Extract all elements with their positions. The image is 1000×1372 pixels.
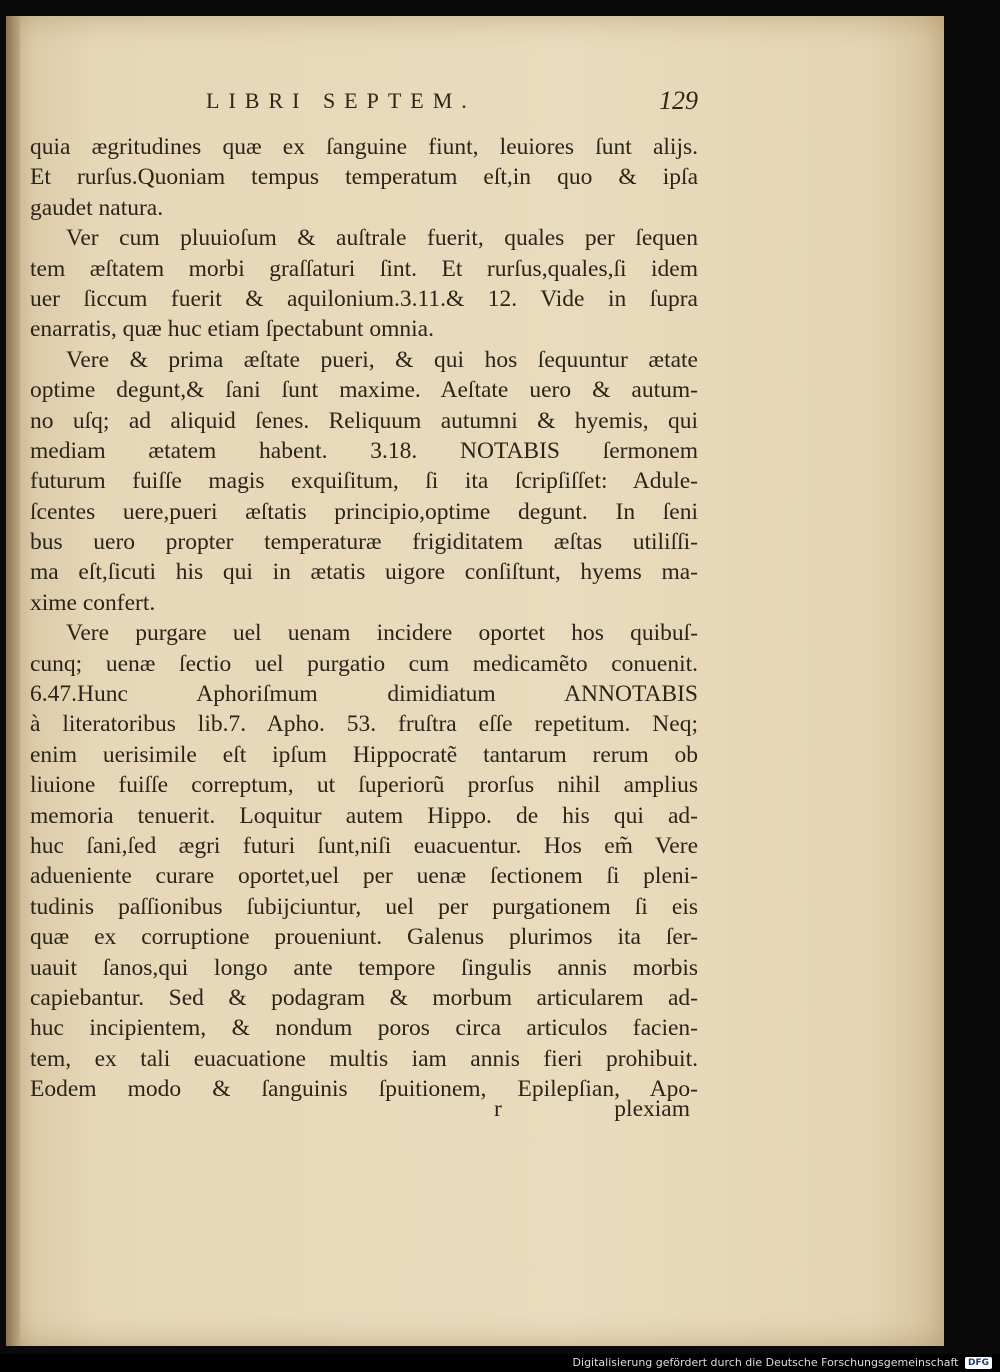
text-line: liuione fuiſſe correptum, ut ſuperiorũ prorſus nihil amplius [30, 772, 698, 799]
text-line: uauit ſanos,qui longo ante tempore ſingulis annis morbis [30, 954, 698, 981]
page-gutter [6, 16, 20, 1346]
text-line: bus uero propter temperaturæ frigiditatem æſtas utiliſſi- [30, 529, 698, 556]
dfg-logo: DFG [965, 1357, 992, 1369]
text-line: Vere & prima æſtate pueri, & qui hos ſequuntur ætate [66, 346, 698, 373]
footer-credit: Digitalisierung gefördert durch die Deutsche Forschungsgemeinschaft [572, 1356, 959, 1369]
text-line: à literatoribus lib.7. Apho. 53. fruſtra eſſe repetitum. Neq; [30, 711, 698, 738]
text-line: tudinis paſſionibus ſubijciuntur, uel per purgationem ſi eis [30, 893, 698, 920]
text-line: huc incipientem, & nondum poros circa articulos facien- [30, 1015, 698, 1042]
text-line: uer ſiccum fuerit & aquilonium.3.11.& 12. Vide in ſupra [30, 285, 698, 312]
digitization-footer [0, 1354, 1000, 1372]
running-head [206, 88, 694, 114]
catchword: plexiam [614, 1096, 690, 1122]
text-line: mediam ætatem habent. 3.18. NOTABIS ſermonem [30, 437, 698, 464]
text-line: gaudet natura. [30, 194, 164, 221]
text-line: enim uerisimile eſt ipſum Hippocratẽ tantarum rerum ob [30, 741, 698, 768]
text-line: xime confert. [30, 589, 156, 616]
running-title: LIBRI SEPTEM. [206, 88, 476, 113]
text-line: capiebantur. Sed & podagram & morbum articularem ad- [30, 984, 698, 1011]
text-line: 6.47.Hunc Aphoriſmum dimidiatum ANNOTABIS [30, 681, 698, 708]
text-line: tem æſtatem morbi graſſaturi ſint. Et rurſus,quales,ſi idem [30, 255, 698, 282]
body-text [30, 132, 698, 1105]
text-line: cunq; uenæ ſectio uel purgatio cum medicamẽto conuenit. [30, 650, 698, 677]
page-number: 129 [659, 86, 698, 115]
text-line: quæ ex corruptione proueniunt. Galenus plurimos ita ſer- [30, 924, 698, 951]
text-line: tem, ex tali euacuatione multis iam annis fieri prohibuit. [30, 1045, 698, 1072]
text-line: adueniente curare oportet,uel per uenæ ſectionem ſi pleni- [30, 863, 698, 890]
text-line: Vere purgare uel uenam incidere oportet hos quibuſ- [66, 620, 698, 647]
text-line: enarratis, quæ huc etiam ſpectabunt omnia. [30, 316, 434, 343]
text-line: huc ſani,ſed ægri futuri ſunt,niſi euacuentur. Hos em̃ Vere [30, 832, 698, 859]
text-line: Eodem modo & ſanguinis ſpuitionem, Epilepſian, Apo- [30, 1076, 698, 1103]
text-line: no uſq; ad aliquid ſenes. Reliquum autumni & hyemis, qui [30, 407, 698, 434]
book-page [6, 16, 944, 1346]
text-line: optime degunt,& ſani ſunt maxime. Aeſtate uero & autum- [30, 377, 698, 404]
signature-mark: r [494, 1096, 502, 1122]
text-line: Ver cum pluuioſum & auſtrale fuerit, quales per ſequen [66, 225, 698, 252]
text-line: ſcentes uere,pueri æſtatis principio,optime degunt. In ſeni [30, 498, 698, 525]
text-line: ma eſt,ſicuti his qui in ætatis uigore conſiſtunt, hyems ma- [30, 559, 698, 586]
text-line: quia ægritudines quæ ex ſanguine fiunt, leuiores ſunt alijs. [30, 134, 698, 160]
text-line: Et rurſus.Quoniam tempus temperatum eſt,in quo & ipſa [30, 164, 698, 191]
text-line: futurum fuiſſe magis exquiſitum, ſi ita ſcripſiſſet: Adule- [30, 468, 698, 495]
text-line: memoria tenuerit. Loquitur autem Hippo. de his qui ad- [30, 802, 698, 829]
